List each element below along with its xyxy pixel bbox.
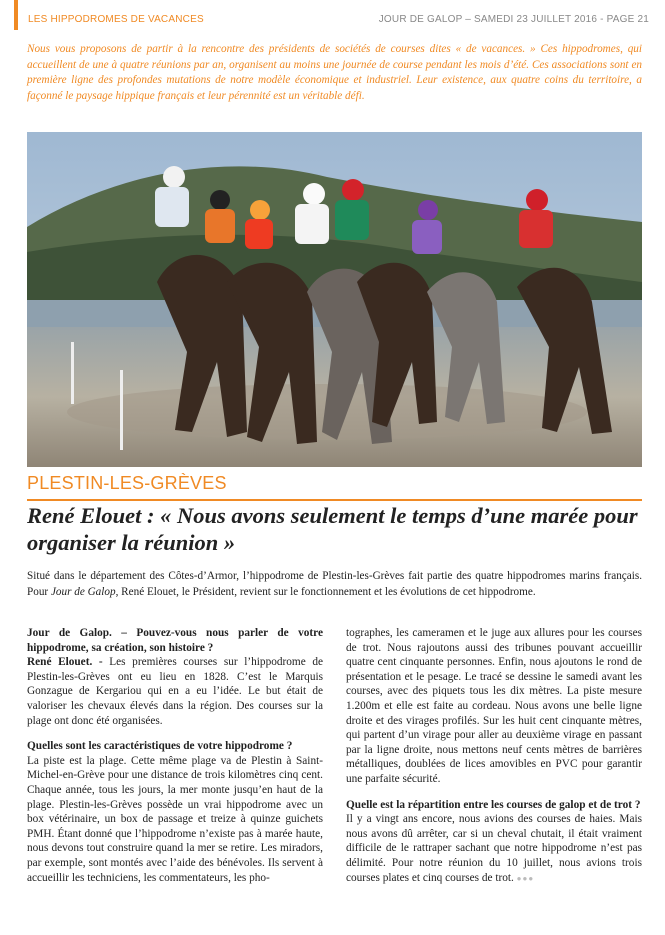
intro-paragraph: Nous vous proposons de partir à la rencontre des présidents de sociétés de courses dites « de vacances. » Ces hippodromes, qui accueillent de une à quatre réunions par an, organisent au moins une journée de course pendant les mois d’été. Ces associations sont en première ligne des profondes mutations de notre modèle économique et industriel. Leur existence, aux quatre coins du territoire, a façonné le paysage hippique français et leur pérennité est un véritable défi. xyxy=(27,43,642,102)
issue-info: JOUR DE GALOP – SAMEDI 23 JUILLET 2016 - PAGE 21 xyxy=(378,14,649,25)
column-right xyxy=(346,626,642,886)
lead-text-start: Situé dans le département des Côtes-d’Armor, l’hippodrome de Plestin-les-Grèves fait partie des quatre hippodromes marins français. Pour xyxy=(27,570,642,598)
lead-publication-name: Jour de Galop xyxy=(50,585,116,598)
answer-2-part1: La piste est la plage. Cette même plage va de Plestin à Saint-Michel-en-Grève pour une distance de trois kilomètres cinq cent. Chaque année, tous les jours, la mer monte jusqu’en haut de la plage. Plestin-les-Grèves possède un vrai hippodrome avec un box vétérinaire, un box de passage et treize à quinze guichets PMH. Étant donné que l’hippodrome n’existe pas à marée haute, nous devons tout construire quand la mer se retire. Les miradors, par exemple, sont montés avec l’aide des bénévoles. Ils servent à accueillir les techniciens, les commentateurs, les pho- xyxy=(27,754,323,884)
page-header xyxy=(14,0,649,30)
answer-3-text: Il y a vingt ans encore, nous avions des courses de haies. Mais nous avons dû arrêter, car si un cheval chutait, il était vraiment difficile de le rattraper sachant que notre hippodrome n’est pas délimité. Pour notre réunion du 10 juillet, nous avions trois courses plates et cinq courses de trot. xyxy=(346,813,642,884)
answer-2-part2: tographes, les cameramen et le juge aux allures pour les courses de trot. Nous rajoutons aussi des tribunes pouvant accueillir quatre cent cinquante personnes. Enfin, nous ajoutons le rond de présentation et le pesage. Le tracé se dessine le samedi avant les courses, avec des piquets tous les dix mètres. La piste mesure 1.200m et elle est faite au cordeau. Nous avons une belle ligne droite et des virages profilés. Sur les huit cent cinquante mètres, qui partent d’un virage pour aller au deuxième virage en passant par la ligne droite, nous mettons neuf cents mètres de barrières métalliques, doublées de lices amovibles en PVC pour garantir une parfaite sécurité. xyxy=(346,627,642,785)
answer-1 xyxy=(27,655,323,728)
answer-1-text: Les premières courses sur l’hippodrome de Plestin-les-Grèves ont eu lieu en 1828. C’est le Marquis Gonzague de Kergariou qui en a eu l’idée. Le but était de valoriser les chevaux élevés dans la région. Des courses sur la plage ont donc été organisées. xyxy=(27,656,323,727)
answer-3 xyxy=(346,812,642,886)
answer-1-speaker: René Elouet. - xyxy=(27,656,103,669)
article-headline: René Elouet : « Nous avons seulement le temps d’une marée pour organiser la réunion » xyxy=(27,503,638,555)
article-kicker: PLESTIN-LES-GRÈVES xyxy=(27,473,227,493)
kicker-rule xyxy=(27,499,642,501)
race-photo xyxy=(27,132,642,467)
section-title: LES HIPPODROMES DE VACANCES xyxy=(28,14,204,25)
article-lead xyxy=(27,569,642,600)
section-marker-bar xyxy=(14,0,18,30)
column-left xyxy=(27,626,323,885)
continued-dots-icon: ●●● xyxy=(516,873,535,883)
question-3: Quelle est la répartition entre les courses de galop et de trot ? xyxy=(346,798,641,811)
question-2: Quelles sont les caractéristiques de votre hippodrome ? xyxy=(27,740,293,753)
lead-text-end: , René Elouet, le Président, revient sur le fonctionnement et les évolutions de cet hippodrome. xyxy=(115,585,536,598)
question-1: Jour de Galop. – Pouvez-vous nous parler de votre hippodrome, sa création, son histoire ? xyxy=(27,627,323,654)
